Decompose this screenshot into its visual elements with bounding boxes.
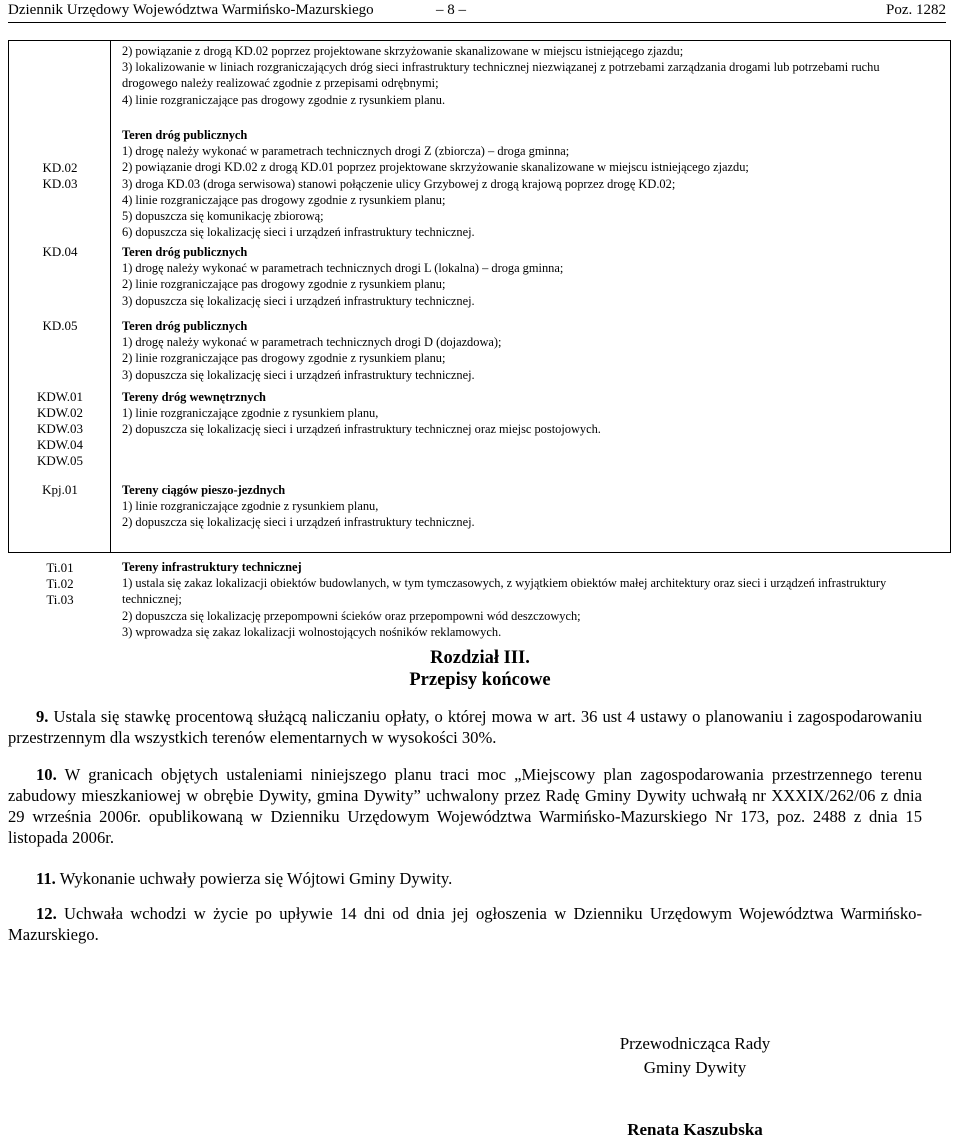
signature-title-line: Przewodnicząca Rady (619, 1034, 771, 1053)
area-label: KD.05 (42, 318, 78, 333)
position-number: Poz. 1282 (886, 2, 946, 18)
area-label: Ti.01 (46, 560, 74, 575)
signatory-name: Renata Kaszubska (627, 1120, 763, 1139)
section-heading: Teren dróg publicznych (122, 245, 248, 259)
area-label: KD.03 (42, 176, 78, 191)
journal-title: Dziennik Urzędowy Województwa Warmińsko-Mazurskiego (8, 2, 374, 18)
provision-line: 2) linie rozgraniczające pas drogowy zgodnie z rysunkiem planu; (122, 277, 446, 292)
provision-line: 3) droga KD.03 (droga serwisowa) stanowi połączenie ulicy Grzybowej z drogą krajową poprzez drogę KD.02; (122, 176, 676, 191)
provision-line: 1) drogę należy wykonać w parametrach technicznych drogi L (lokalna) – droga gminna; (122, 261, 564, 276)
cell-kpj (122, 482, 932, 531)
section-heading: Tereny infrastruktury technicznej (122, 560, 302, 574)
section-heading: Teren dróg publicznych (122, 319, 248, 333)
provision-line: 1) linie rozgraniczające zgodnie z rysunkiem planu, (122, 499, 379, 514)
provision-line: 3) dopuszcza się lokalizację sieci i urządzeń infrastruktury technicznej. (122, 367, 475, 382)
area-label: Ti.03 (46, 592, 74, 607)
cell-kd05 (122, 318, 932, 383)
paragraph-12 (8, 903, 922, 945)
area-label: KDW.03 (36, 421, 84, 436)
table-column-divider (110, 40, 111, 553)
provision-line: 3) wprowadza się zakaz lokalizacji wolnostojących nośników reklamowych. (122, 624, 502, 639)
provision-line: 1) ustala się zakaz lokalizacji obiektów budowlanych, w tym tymczasowych, z wyjątkiem obiektów małej architektury oraz sieci i urządzeń infrastruktury technicznej; (122, 576, 887, 607)
paragraph-number: 9. (36, 707, 49, 726)
area-label: KDW.05 (36, 453, 84, 468)
provision-line: 3) dopuszcza się lokalizację sieci i urządzeń infrastruktury technicznej. (122, 293, 475, 308)
section-heading: Tereny ciągów pieszo-jezdnych (122, 483, 286, 497)
area-label: Kpj.01 (42, 482, 78, 497)
cell-ti (122, 559, 932, 640)
label-group-ti (10, 560, 110, 608)
provision-line: 2) linie rozgraniczające pas drogowy zgodnie z rysunkiem planu; (122, 351, 446, 366)
paragraph-11 (8, 868, 922, 889)
provision-line: 4) linie rozgraniczające pas drogowy zgodnie z rysunkiem planu. (122, 92, 446, 107)
signature-title-line: Gminy Dywity (643, 1058, 747, 1077)
provision-line: 2) dopuszcza się lokalizację przepompowni ścieków oraz przepompowni wód deszczowych; (122, 608, 581, 623)
provision-line: 3) lokalizowanie w liniach rozgraniczających dróg sieci infrastruktury technicznej niezwiązanej z potrzebami zarządzania drogami lub potrzebami ruchu drogowego należy realizować zgodnie z przepisami odrębnymi; (122, 60, 880, 91)
provision-line: 4) linie rozgraniczające pas drogowy zgodnie z rysunkiem planu; (122, 192, 446, 207)
provision-line: 2) dopuszcza się lokalizację sieci i urządzeń infrastruktury technicznej. (122, 515, 475, 530)
label-group-kd04 (10, 244, 110, 260)
label-group-kpj (10, 482, 110, 498)
area-label: KD.02 (42, 160, 78, 175)
label-group-kd02 (10, 160, 110, 192)
area-label: KDW.01 (36, 389, 84, 404)
cell-kd04 (122, 244, 932, 309)
paragraph-text: Wykonanie uchwały powierza się Wójtowi Gminy Dywity. (59, 869, 453, 888)
paragraph-number: 10. (36, 765, 57, 784)
header-rule (8, 22, 946, 23)
provision-line: 1) drogę należy wykonać w parametrach technicznych drogi Z (zbiorcza) – droga gminna; (122, 144, 570, 159)
provision-line: 5) dopuszcza się komunikację zbiorową; (122, 209, 324, 224)
section-heading: Teren dróg publicznych (122, 128, 248, 142)
area-label: KD.04 (42, 244, 78, 259)
area-label: KDW.02 (36, 405, 84, 420)
provision-line: 2) powiązanie z drogą KD.02 poprzez projektowane skrzyżowanie skanalizowane w miejscu istniejącego zjazdu; (122, 44, 684, 58)
paragraph-text: Uchwała wchodzi w życie po upływie 14 dni od dnia jej ogłoszenia w Dzienniku Urzędowym Województwa Warmińsko-Mazurskiego. (8, 904, 922, 944)
paragraph-9 (8, 706, 922, 748)
paragraph-number: 12. (36, 904, 57, 923)
cell-kdw (122, 389, 932, 438)
label-group-kdw (10, 389, 110, 469)
paragraph-text: Ustala się stawkę procentową służącą naliczaniu opłaty, o której mowa w art. 36 ust 4 ustawy o planowaniu i zagospodarowaniu przestrzennym dla wszystkich terenów elementarnych w wysokości 30%. (8, 707, 922, 747)
provision-line: 2) powiązanie drogi KD.02 z drogą KD.01 poprzez projektowane skrzyżowanie skanalizowane w miejscu istniejącego zjazdu; (122, 160, 749, 175)
section-heading: Tereny dróg wewnętrznych (122, 390, 266, 404)
page-header (8, 0, 946, 22)
label-group-kd05 (10, 318, 110, 334)
provision-line: 1) linie rozgraniczające zgodnie z rysunkiem planu, (122, 406, 379, 421)
paragraph-10 (8, 764, 922, 848)
page-number: – 8 – (436, 2, 466, 18)
cell-kd02 (122, 127, 932, 240)
provision-line: 1) drogę należy wykonać w parametrach technicznych drogi D (dojazdowa); (122, 335, 502, 350)
area-label: KDW.04 (36, 437, 84, 452)
chapter-title: Rozdział III. (430, 648, 530, 668)
signature-title (590, 1032, 800, 1080)
cell-continuation (122, 43, 932, 108)
provision-line: 2) dopuszcza się lokalizację sieci i urządzeń infrastruktury technicznej oraz miejsc postojowych. (122, 422, 601, 437)
chapter-subtitle: Przepisy końcowe (409, 670, 551, 690)
area-label: Ti.02 (46, 576, 74, 591)
paragraph-text: W granicach objętych ustaleniami niniejszego planu traci moc „Miejscowy plan zagospodarowania przestrzennego terenu zabudowy mieszkaniowej w obrębie Dywity, gmina Dywity” uchwalony przez Radę Gminy Dywity uchwałą nr XXXIX/262/06 z dnia 29 września 2006r. opublikowaną w Dzienniku Urzędowym Województwa Warmińsko-Mazurskiego Nr 173, poz. 2488 z dnia 15 listopada 2006r. (8, 765, 922, 847)
paragraph-number: 11. (36, 869, 56, 888)
provision-line: 6) dopuszcza się lokalizację sieci i urządzeń infrastruktury technicznej. (122, 225, 475, 240)
